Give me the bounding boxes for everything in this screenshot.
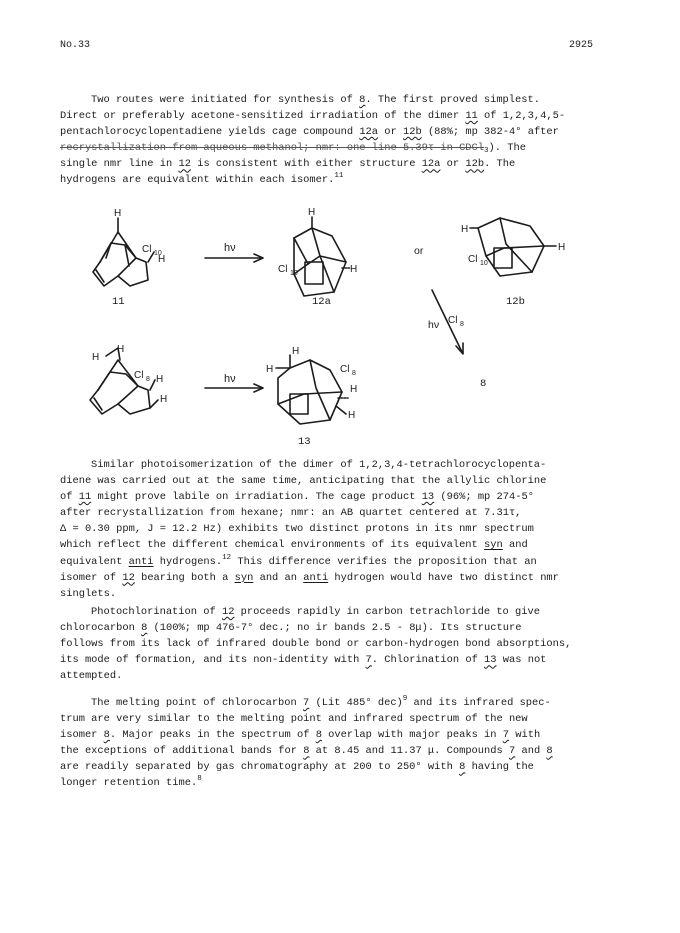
svg-text:8: 8 — [352, 370, 356, 377]
label-13: 13 — [298, 436, 311, 448]
paragraph-melting-point: The melting point of chlorocarbon 7 (Lit 485° dec)$^9$ and its infrared spec- trum are very similar to the melting point and infrared spectrum of the new isomer 8. Major peaks in the spectrum of 8 overlap with major peaks in 7 with the exceptions of additional bands for 8 at 8.45 and 11.37 μ. Compounds 7 and 8 are readily separated by gas chromatography at 200 to 250° with 8 having the longer retention time.$^8$ — [60, 695, 553, 790]
svg-text:H: H — [156, 374, 164, 385]
svg-text:hν: hν — [428, 319, 440, 331]
svg-text:10: 10 — [154, 250, 162, 257]
svg-text:H: H — [117, 344, 125, 355]
structure-13 — [276, 355, 348, 424]
paragraph-photochlorination: Photochlorination of 12 proceeds rapidly in carbon tetrachloride to give chlorocarbon 8 (100%; mp 476-7° dec.; no ir bands 2.5 - 8μ). Its structure follows from its lack of infrared double bond or carbon-hydrogen bond absorptions, its mode of formation, and its non-identity with 7. Chlorination of 13 was not attempted. — [60, 606, 572, 683]
paragraph-synthesis-routes: Two routes were initiated for synthesis of 8. The first proved simplest. Direct or preferably acetone-sensitized irradiation of the dimer 11 of 1,2,3,4,5- pentachlorocyclopentadiene yields cage compound 12a or 12b (88%; mp 382-4° after recrystallization from aqueous methanol; nmr: one line 5.39τ in CDCl$_3$). The single nmr line in 12 is consistent with either structure 12a or 12b. The hydrogens are equivalent within each isomer.$^{11}$ — [60, 94, 566, 187]
svg-text:H: H — [308, 207, 316, 218]
svg-text:H: H — [350, 384, 358, 395]
svg-text:H: H — [558, 242, 566, 253]
svg-text:H: H — [461, 224, 469, 235]
svg-text:hν: hν — [224, 373, 236, 385]
svg-text:H: H — [158, 254, 166, 265]
svg-text:Cl: Cl — [448, 315, 458, 326]
paragraph-photoisomerization: Similar photoisomerization of the dimer of 1,2,3,4-tetrachlorocyclopenta- diene was carried out at the same time, anticipating that the allylic chlorine of 11 might prove labile on irradiation. The cage product 13 (96%; mp 274-5° after recrystallization from hexane; nmr: an AB quartet centered at 7.31τ, Δ = 0.30 ppm, J = 12.2 Hz) exhibits two distinct protons in its nmr spectrum which reflect the different chemical environments of its equivalent syn and equivalent anti hydrogens.$^{12}$ This difference verifies the proposition that an isomer of 12 bearing both a syn and an anti hydrogen would have two distinct nmr singlets. — [60, 459, 559, 600]
svg-text:hν: hν — [224, 242, 236, 254]
svg-text:10: 10 — [480, 260, 488, 267]
svg-text:H: H — [92, 352, 100, 363]
svg-text:Cl: Cl — [134, 370, 144, 381]
svg-text:H: H — [160, 394, 168, 405]
journal-issue: No.33 — [60, 40, 91, 51]
structure-12b — [470, 218, 556, 276]
label-11: 11 — [112, 296, 125, 308]
svg-text:10: 10 — [290, 270, 298, 277]
svg-text:Cl: Cl — [468, 254, 478, 265]
svg-text:H: H — [348, 410, 356, 421]
structure-12a — [294, 217, 350, 296]
label-12b: 12b — [506, 296, 525, 308]
label-8: 8 — [480, 378, 487, 390]
label-12a: 12a — [312, 296, 331, 308]
reaction-scheme — [0, 200, 680, 450]
svg-text:Cl: Cl — [278, 264, 288, 275]
svg-text:H: H — [266, 364, 274, 375]
svg-text:H: H — [114, 208, 122, 219]
svg-text:Cl: Cl — [142, 244, 152, 255]
page-number: 2925 — [569, 40, 594, 51]
svg-text:H: H — [350, 264, 358, 275]
svg-text:Cl: Cl — [340, 364, 350, 375]
svg-text:or: or — [414, 245, 424, 257]
svg-text:8: 8 — [146, 376, 150, 383]
svg-text:H: H — [292, 346, 300, 357]
svg-text:8: 8 — [460, 321, 464, 328]
